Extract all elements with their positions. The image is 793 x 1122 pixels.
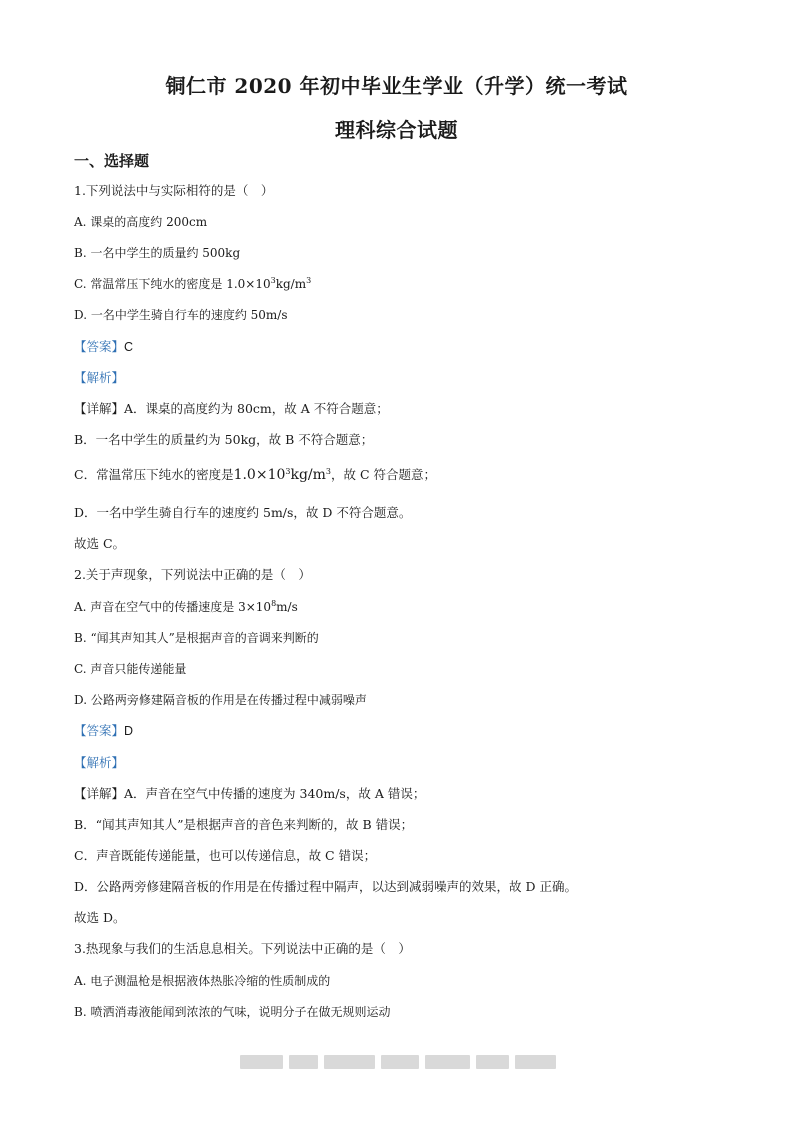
blurred-footer-watermark bbox=[240, 1055, 556, 1069]
question-2-detail-c: C．声音既能传递能量，也可以传递信息，故 C 错误； bbox=[74, 848, 377, 863]
document-subtitle: 理科综合试题 bbox=[335, 118, 458, 142]
document-title: 铜仁市 2020 年初中毕业生学业（升学）统一考试 bbox=[165, 74, 628, 98]
question-2-detail-a: 【详解】A．声音在空气中传播的速度为 340m/s，故 A 错误； bbox=[74, 786, 426, 801]
question-2-detail-b: B．“闻其声知其人”是根据声音的音色来判断的，故 B 错误； bbox=[74, 817, 414, 832]
question-1-detail-a: 【详解】A．课桌的高度约为 80cm，故 A 不符合题意； bbox=[74, 401, 389, 416]
question-2-option-d: D. 公路两旁修建隔音板的作用是在传播过程中减弱噪声 bbox=[74, 693, 367, 707]
question-1-option-c: C. 常温常压下纯水的密度是 $1.0\times 10^3kg/m^3$ bbox=[74, 276, 312, 291]
question-2-analysis-tag: 【解析】 bbox=[74, 755, 125, 770]
question-1-option-a: A. 课桌的高度约 200cm bbox=[74, 215, 208, 229]
question-3-option-b: B. 喷洒消毒液能闻到浓浓的气味，说明分子在做无规则运动 bbox=[74, 1005, 391, 1019]
question-2-answer: 【答案】D bbox=[74, 723, 134, 738]
question-2-option-b: B. “闻其声知其人”是根据声音的音调来判断的 bbox=[74, 631, 319, 645]
section-heading: 一、选择题 bbox=[74, 152, 150, 170]
question-3-stem: 3.热现象与我们的生活息息相关。下列说法中正确的是（ ） bbox=[74, 941, 411, 956]
question-1-option-d: D. 一名中学生骑自行车的速度约 50m/s bbox=[74, 308, 288, 322]
question-1-detail-d: D．一名中学生骑自行车的速度约 5m/s，故 D 不符合题意。 bbox=[74, 505, 412, 520]
question-1-option-b: B. 一名中学生的质量约 500kg bbox=[74, 246, 241, 260]
question-2-option-c: C. 声音只能传递能量 bbox=[74, 662, 187, 676]
question-1-answer: 【答案】C bbox=[74, 339, 134, 354]
question-1-detail-b: B．一名中学生的质量约为 50kg，故 B 不符合题意； bbox=[74, 432, 374, 447]
question-2-detail-d: D．公路两旁修建隔音板的作用是在传播过程中隔声，以达到减弱噪声的效果，故 D 正确。 bbox=[74, 879, 577, 894]
question-3-option-a: A. 电子测温枪是根据液体热胀冷缩的性质制成的 bbox=[74, 974, 331, 988]
question-2-conclusion: 故选 D。 bbox=[74, 910, 126, 925]
question-1-stem: 1.下列说法中与实际相符的是（ ） bbox=[74, 183, 274, 198]
question-1-detail-c: C．常温常压下纯水的密度是$1.0\times 10^3kg/m^3$，故 C 符合题意； bbox=[74, 466, 437, 483]
question-2-option-a: A. 声音在空气中的传播速度是 $3\times 10^8m/s$ bbox=[74, 599, 298, 614]
question-1-analysis-tag: 【解析】 bbox=[74, 370, 125, 385]
question-2-stem: 2.关于声现象，下列说法中正确的是（ ） bbox=[74, 567, 311, 582]
question-1-conclusion: 故选 C。 bbox=[74, 536, 126, 551]
